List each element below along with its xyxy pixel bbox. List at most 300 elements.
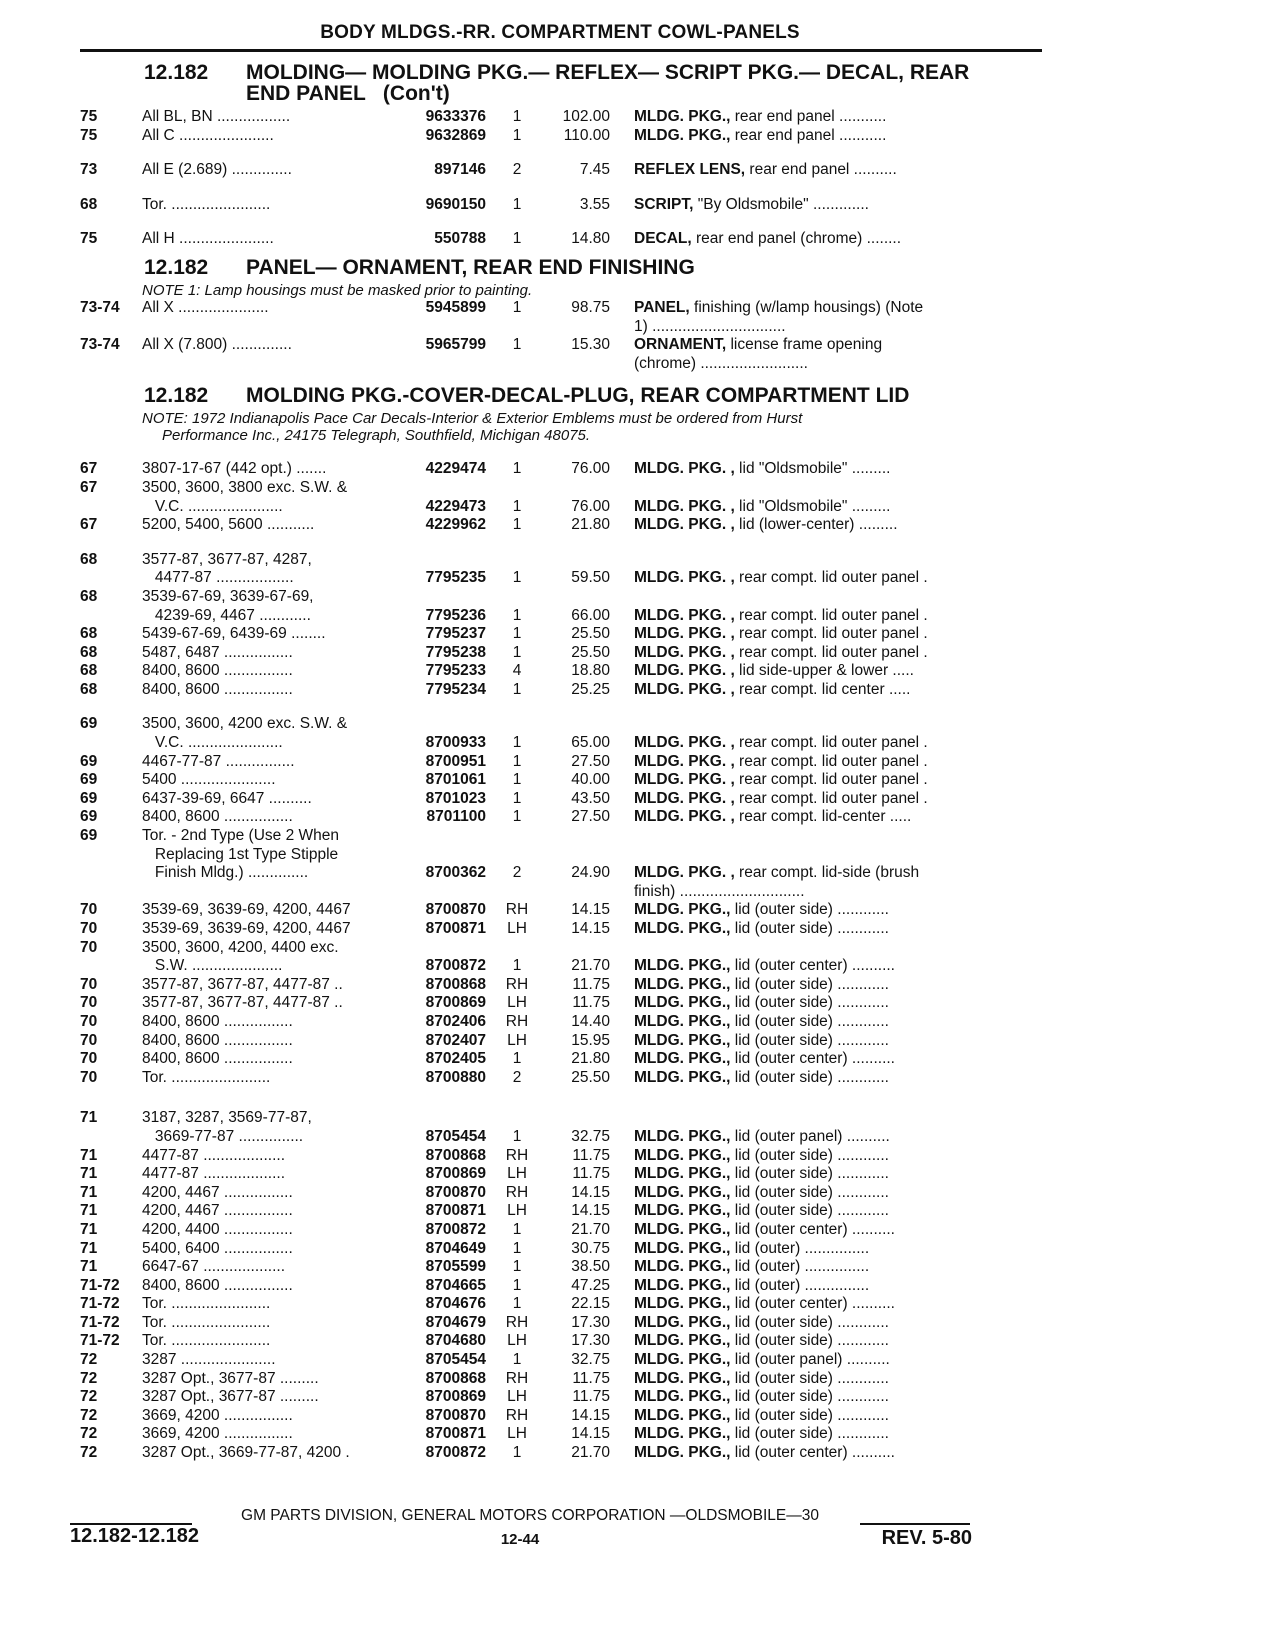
description-cell — [610, 644, 1040, 663]
description-cell — [610, 1032, 1040, 1051]
model-cell: 8400, 8600 ................ — [142, 1012, 293, 1030]
part-number-cell: 8705454 — [425, 1127, 486, 1145]
part-number-cell: 7795234 — [425, 680, 486, 698]
year-cell — [80, 498, 142, 517]
quantity-cell: LH — [507, 920, 527, 937]
quantity-cell: 1 — [512, 230, 522, 248]
year-cell: 73-74 — [80, 298, 120, 316]
price-cell: 18.80 — [571, 662, 610, 680]
quantity-cell: 1 — [512, 298, 522, 316]
part-number-cell: 8700933 — [425, 734, 486, 752]
price-cell: 14.15 — [571, 901, 610, 919]
quantity-cell: 1 — [512, 1220, 522, 1238]
description-cell — [610, 1221, 1040, 1240]
model-cell: 3669, 4200 ................ — [142, 1425, 293, 1443]
price-cell: 7.45 — [579, 161, 610, 179]
price-cell — [542, 551, 610, 570]
year-cell: 70 — [80, 938, 98, 956]
model-cell: Tor. ....................... — [142, 1295, 271, 1313]
year-cell: 71 — [80, 1109, 98, 1127]
year-cell: 71-72 — [80, 1276, 120, 1294]
description-cell — [610, 790, 1040, 809]
table-row — [80, 1425, 1040, 1444]
description-cell — [610, 1050, 1040, 1069]
description-detail: lid (outer side) ............ — [730, 1068, 889, 1086]
year-cell — [80, 734, 142, 753]
price-cell: 66.00 — [571, 606, 610, 624]
description-detail: lid (outer panel) .......... — [730, 1351, 890, 1369]
description-part-name: MLDG. PKG. , — [634, 606, 735, 624]
footer-revision: REV. 5-80 — [881, 1527, 972, 1549]
part-number-cell: 8700871 — [425, 920, 486, 937]
table-row — [80, 1032, 1040, 1051]
model-cell: 8400, 8600 ................ — [142, 1050, 293, 1068]
quantity-cell: 1 — [512, 643, 522, 661]
description-cell — [610, 901, 1040, 920]
part-number-cell: 7795238 — [425, 643, 486, 661]
description-cell — [610, 569, 1040, 588]
description-detail: license frame opening — [726, 336, 883, 354]
table-row — [80, 994, 1040, 1013]
year-cell: 69 — [80, 771, 98, 789]
table-row — [80, 196, 1040, 215]
model-cell: All X (7.800) .............. — [142, 336, 292, 354]
description-part-name: MLDG. PKG. , — [634, 734, 735, 752]
description-cell — [610, 1109, 1040, 1128]
model-cell: 3500, 3600, 4200, 4400 exc. — [142, 938, 339, 956]
quantity-cell: 1 — [512, 789, 522, 807]
table-row — [80, 625, 1040, 644]
description-part-name: MLDG. PKG., — [634, 1276, 731, 1294]
description-part-name: MLDG. PKG. , — [634, 789, 735, 807]
quantity-cell: RH — [505, 1183, 529, 1201]
model-cell — [142, 883, 408, 902]
quantity-cell: 1 — [512, 808, 522, 826]
model-cell: All H ...................... — [142, 230, 274, 248]
model-cell: 5400 ...................... — [142, 771, 276, 789]
description-detail: lid (outer panel) .......... — [730, 1127, 890, 1145]
table-row — [80, 336, 1040, 355]
description-part-name: MLDG. PKG. , — [634, 771, 735, 789]
table-row — [80, 976, 1040, 995]
part-number-cell: 7795237 — [425, 625, 486, 643]
part-number-cell: 8700870 — [425, 1183, 486, 1201]
part-number-cell: 8704680 — [425, 1332, 486, 1350]
row-gap — [80, 699, 1040, 715]
year-cell: 72 — [80, 1369, 98, 1387]
quantity-cell — [486, 846, 542, 865]
description-cell — [610, 161, 1040, 180]
year-cell: 73 — [80, 161, 98, 179]
table-row — [80, 1407, 1040, 1426]
section-title-cont — [144, 83, 1040, 104]
part-number-cell — [408, 883, 486, 902]
model-cell: 8400, 8600 ................ — [142, 662, 293, 680]
description-part-name: ORNAMENT, — [634, 336, 727, 354]
year-cell: 71-72 — [80, 1295, 120, 1313]
description-detail: lid side-upper & lower ..... — [734, 662, 914, 680]
section-number: 12.182 — [144, 255, 209, 279]
model-cell: 3287 ...................... — [142, 1351, 276, 1369]
year-cell: 71 — [80, 1183, 98, 1201]
table-row — [80, 883, 1040, 902]
quantity-cell: 1 — [512, 957, 522, 975]
empty-cell — [542, 355, 610, 374]
price-cell: 110.00 — [563, 126, 610, 144]
description-cell — [610, 771, 1040, 790]
price-cell: 14.15 — [571, 1425, 610, 1443]
description-part-name: MLDG. PKG., — [634, 975, 731, 993]
quantity-cell — [486, 883, 542, 902]
quantity-cell — [486, 588, 542, 607]
year-cell: 69 — [80, 827, 98, 845]
price-cell: 11.75 — [572, 975, 610, 993]
description-part-name: MLDG. PKG. , — [634, 864, 735, 882]
model-cell: 3500, 3600, 4200 exc. S.W. & — [142, 715, 348, 733]
description-cell — [610, 230, 1040, 249]
description-part-name: MLDG. PKG., — [634, 1295, 731, 1313]
model-cell: 5400, 6400 ................ — [142, 1239, 293, 1257]
description-cell — [610, 1332, 1040, 1351]
price-cell — [542, 1109, 610, 1128]
table-row — [80, 1277, 1040, 1296]
price-cell — [542, 588, 610, 607]
part-number-cell: 8700870 — [425, 901, 486, 919]
description-cell — [610, 1240, 1040, 1259]
table-row — [80, 569, 1040, 588]
table-row — [80, 230, 1040, 249]
quantity-cell: 4 — [512, 662, 522, 680]
description-cell — [610, 1314, 1040, 1333]
note-line: NOTE: 1972 Indianapolis Pace Car Decals-Interior & Exterior Emblems must be ordered from Hurst — [142, 410, 803, 428]
model-cell: 3287 Opt., 3677-87 ......... — [142, 1388, 319, 1406]
description-detail: rear compt. lid outer panel . — [734, 789, 928, 807]
part-number-cell: 8700868 — [425, 975, 486, 993]
year-cell: 71 — [80, 1202, 98, 1220]
price-cell: 47.25 — [571, 1276, 610, 1294]
part-number-cell: 550788 — [434, 230, 486, 248]
year-cell: 69 — [80, 808, 98, 826]
year-cell: 68 — [80, 680, 98, 698]
description-part-name: MLDG. PKG. , — [634, 643, 735, 661]
description-part-name: MLDG. PKG., — [634, 1202, 731, 1220]
part-number-cell: 4229474 — [425, 460, 486, 478]
table-row — [80, 1128, 1040, 1147]
table-row — [80, 299, 1040, 318]
price-cell: 14.15 — [571, 1202, 610, 1220]
description-cell — [610, 108, 1040, 127]
empty-cell — [486, 318, 542, 337]
quantity-cell: RH — [505, 1313, 529, 1331]
description-detail: lid (outer side) ............ — [730, 1012, 889, 1030]
part-number-cell: 8700872 — [425, 1444, 486, 1462]
table-row — [80, 479, 1040, 498]
quantity-cell — [486, 827, 542, 846]
description-detail: lid (outer side) ............ — [730, 1202, 889, 1220]
quantity-cell: RH — [505, 1012, 529, 1030]
table-row — [80, 1069, 1040, 1088]
year-cell: 70 — [80, 994, 98, 1012]
description-part-name: MLDG. PKG., — [634, 1220, 731, 1238]
quantity-cell: 1 — [512, 1351, 522, 1369]
description-cell — [610, 479, 1040, 498]
model-cell: 3287 Opt., 3669-77-87, 4200 . — [142, 1444, 350, 1462]
description-detail: lid (outer side) ............ — [730, 1332, 889, 1350]
price-cell: 32.75 — [571, 1351, 610, 1369]
table-row — [80, 1444, 1040, 1463]
quantity-cell — [486, 1109, 542, 1128]
table-row — [80, 864, 1040, 883]
year-cell: 72 — [80, 1425, 98, 1443]
table-row — [80, 790, 1040, 809]
description-cell — [610, 336, 1040, 355]
table-row — [80, 1295, 1040, 1314]
quantity-cell: 2 — [512, 161, 522, 179]
part-number-cell: 5945899 — [425, 298, 486, 316]
table-row — [80, 846, 1040, 865]
quantity-cell — [486, 551, 542, 570]
table-row — [80, 644, 1040, 663]
price-cell: 98.75 — [571, 298, 610, 316]
part-number-cell: 8700869 — [425, 994, 486, 1012]
model-cell: All C ...................... — [142, 126, 274, 144]
quantity-cell: LH — [507, 1332, 527, 1350]
row-gap — [80, 444, 1040, 460]
part-number-cell: 8700868 — [425, 1146, 486, 1164]
description-part-name: MLDG. PKG. , — [634, 569, 735, 587]
year-cell — [80, 569, 142, 588]
table-row — [80, 957, 1040, 976]
part-number-cell: 8700871 — [425, 1202, 486, 1220]
part-number-cell: 4229473 — [425, 497, 486, 515]
year-cell: 68 — [80, 643, 98, 661]
model-cell: 3577-87, 3677-87, 4477-87 .. — [142, 994, 343, 1012]
year-cell: 68 — [80, 195, 98, 213]
description-cell — [610, 1069, 1040, 1088]
empty-cell — [408, 355, 486, 374]
model-cell: 4477-87 ................... — [142, 1165, 286, 1183]
price-cell: 76.00 — [571, 460, 610, 478]
description-part-name: MLDG. PKG., — [634, 1068, 731, 1086]
description-detail: rear compt. lid-side (brush — [734, 864, 920, 882]
table-row — [80, 1370, 1040, 1389]
empty-cell — [142, 355, 408, 374]
price-cell: 11.75 — [572, 1369, 610, 1387]
price-cell: 65.00 — [571, 734, 610, 752]
description-cell — [610, 1425, 1040, 1444]
description-detail: rear compt. lid outer panel . — [734, 606, 928, 624]
price-cell: 11.75 — [572, 1165, 610, 1183]
row-gap — [80, 535, 1040, 551]
price-cell: 14.15 — [571, 920, 610, 937]
table-row — [80, 901, 1040, 920]
part-number-cell: 8702407 — [425, 1031, 486, 1049]
year-cell: 71-72 — [80, 1332, 120, 1350]
description-cell — [610, 994, 1040, 1013]
description-part-name: MLDG. PKG., — [634, 1183, 731, 1201]
model-cell: Tor. - 2nd Type (Use 2 When — [142, 827, 340, 845]
model-cell: 8400, 8600 ................ — [142, 680, 293, 698]
section-rows — [80, 299, 1040, 373]
table-row — [80, 161, 1040, 180]
description-cell — [610, 607, 1040, 626]
quantity-cell: 1 — [512, 516, 522, 534]
table-row — [80, 1184, 1040, 1203]
year-cell: 69 — [80, 752, 98, 770]
description-detail: lid (outer side) ............ — [730, 1425, 889, 1443]
model-cell: 3500, 3600, 3800 exc. S.W. & — [142, 478, 348, 496]
empty-cell — [542, 318, 610, 337]
description-part-name: MLDG. PKG., — [634, 1165, 731, 1183]
description-cell — [610, 864, 1040, 883]
quantity-cell: 1 — [512, 1127, 522, 1145]
note-line: Performance Inc., 24175 Telegraph, Southfield, Michigan 48075. — [162, 427, 591, 445]
part-number-cell: 5965799 — [425, 336, 486, 354]
model-cell: 3539-69, 3639-69, 4200, 4467 — [142, 920, 351, 937]
table-row — [80, 1221, 1040, 1240]
year-cell: 71-72 — [80, 1313, 120, 1331]
model-cell: All X ..................... — [142, 298, 269, 316]
quantity-cell: RH — [505, 975, 529, 993]
description-part-name: MLDG. PKG., — [634, 920, 731, 937]
part-number-cell: 9690150 — [425, 195, 486, 213]
part-number-cell: 9632869 — [425, 126, 486, 144]
table-row — [80, 588, 1040, 607]
description-detail: lid (outer side) ............ — [730, 920, 889, 937]
quantity-cell: 1 — [512, 1258, 522, 1276]
description-detail: lid (outer side) ............ — [730, 901, 889, 919]
part-number-cell: 8701100 — [426, 808, 486, 826]
year-cell: 73-74 — [80, 336, 120, 354]
model-cell: 4200, 4467 ................ — [142, 1183, 293, 1201]
quantity-cell: 1 — [512, 569, 522, 587]
description-part-name: MLDG. PKG., — [634, 957, 731, 975]
year-cell — [80, 883, 142, 902]
year-cell: 71 — [80, 1165, 98, 1183]
description-detail: lid (outer side) ............ — [730, 1183, 889, 1201]
model-cell: Replacing 1st Type Stipple — [142, 845, 339, 863]
description-part-name: MLDG. PKG., — [634, 1146, 731, 1164]
part-number-cell: 8700951 — [425, 752, 486, 770]
page-title: BODY MLDGS.-RR. COMPARTMENT COWL-PANELS — [320, 22, 800, 43]
model-cell: 3807-17-67 (442 opt.) ....... — [142, 460, 327, 478]
year-cell: 67 — [80, 478, 98, 496]
table-row — [80, 551, 1040, 570]
section-note: NOTE 1: Lamp housings must be masked prior to painting. — [142, 281, 533, 299]
price-cell — [542, 939, 610, 958]
part-number-cell: 8702406 — [425, 1012, 486, 1030]
part-number-cell — [408, 479, 486, 498]
price-cell: 21.70 — [571, 957, 610, 975]
description-cell — [610, 460, 1040, 479]
price-cell: 14.40 — [571, 1012, 610, 1030]
part-number-cell: 8704679 — [425, 1313, 486, 1331]
price-cell: 76.00 — [571, 497, 610, 515]
description-detail: lid (outer side) ............ — [730, 1165, 889, 1183]
quantity-cell: 1 — [512, 1444, 522, 1462]
description-part-name: MLDG. PKG., — [634, 1050, 731, 1068]
description-detail: lid (outer side) ............ — [730, 1369, 889, 1387]
quantity-cell: LH — [507, 994, 527, 1012]
table-row — [80, 516, 1040, 535]
description-detail: lid (lower-center) ......... — [734, 516, 898, 534]
description-cell — [610, 1407, 1040, 1426]
model-cell: 6437-39-69, 6647 .......... — [142, 789, 312, 807]
description-part-name: MLDG. PKG., — [634, 1239, 731, 1257]
model-cell: Tor. ....................... — [142, 1313, 271, 1331]
quantity-cell: 2 — [512, 1068, 522, 1086]
quantity-cell: LH — [507, 1031, 527, 1049]
description-detail: lid (outer side) ............ — [730, 1388, 889, 1406]
part-number-cell: 8702405 — [425, 1050, 486, 1068]
description-cell — [610, 625, 1040, 644]
table-row — [80, 771, 1040, 790]
price-cell: 3.55 — [579, 195, 610, 213]
description-cell — [610, 715, 1040, 734]
year-cell: 67 — [80, 516, 98, 534]
description-detail: rear end panel ........... — [730, 108, 887, 125]
year-cell — [80, 846, 142, 865]
part-number-cell: 7795236 — [425, 606, 486, 624]
year-cell: 70 — [80, 901, 98, 919]
description-cell — [610, 299, 1040, 318]
description-part-name: MLDG. PKG. , — [634, 662, 735, 680]
year-cell — [80, 1128, 142, 1147]
quantity-cell — [486, 715, 542, 734]
section-number: 12.182 — [144, 61, 209, 84]
price-cell: 30.75 — [571, 1239, 610, 1257]
price-cell: 21.80 — [571, 1050, 610, 1068]
quantity-cell: LH — [507, 1165, 527, 1183]
part-number-cell — [408, 846, 486, 865]
quantity-cell: 1 — [512, 752, 522, 770]
quantity-cell: LH — [507, 1202, 527, 1220]
description-continuation: 1) ............................... — [634, 317, 786, 335]
description-part-name: MLDG. PKG., — [634, 108, 731, 125]
empty-cell — [80, 355, 142, 374]
table-row — [80, 753, 1040, 772]
price-cell: 11.75 — [572, 994, 610, 1012]
description-detail: lid (outer side) ............ — [730, 1406, 889, 1424]
description-detail: lid (outer center) .......... — [730, 1220, 895, 1238]
quantity-cell: RH — [505, 1369, 529, 1387]
description-cell — [610, 1128, 1040, 1147]
table-row — [80, 1314, 1040, 1333]
quantity-cell: 1 — [512, 195, 522, 213]
model-cell: 3539-67-69, 3639-67-69, — [142, 587, 314, 605]
description-detail: lid (outer center) .......... — [730, 1295, 895, 1313]
year-cell: 69 — [80, 715, 98, 733]
model-cell: 4467-77-87 ................ — [142, 752, 295, 770]
description-cell — [610, 1184, 1040, 1203]
description-cell — [610, 1444, 1040, 1463]
part-number-cell: 8700869 — [425, 1388, 486, 1406]
model-cell: 3287 Opt., 3677-87 ......... — [142, 1369, 319, 1387]
section-heading: PANEL— ORNAMENT, REAR END FINISHING — [246, 255, 695, 279]
section-heading: MOLDING— MOLDING PKG.— REFLEX— SCRIPT PKG.— DECAL, REAR — [246, 61, 970, 84]
model-cell: V.C. ...................... — [142, 497, 283, 515]
description-part-name: MLDG. PKG. , — [634, 680, 735, 698]
price-cell — [542, 883, 610, 902]
description-part-name: MLDG. PKG. , — [634, 497, 735, 515]
year-cell: 72 — [80, 1406, 98, 1424]
price-cell: 102.00 — [562, 108, 610, 125]
year-cell: 68 — [80, 662, 98, 680]
description-cell — [610, 1277, 1040, 1296]
description-part-name: MLDG. PKG. , — [634, 516, 735, 534]
model-cell: 3577-87, 3677-87, 4287, — [142, 550, 312, 568]
table-row — [80, 662, 1040, 681]
